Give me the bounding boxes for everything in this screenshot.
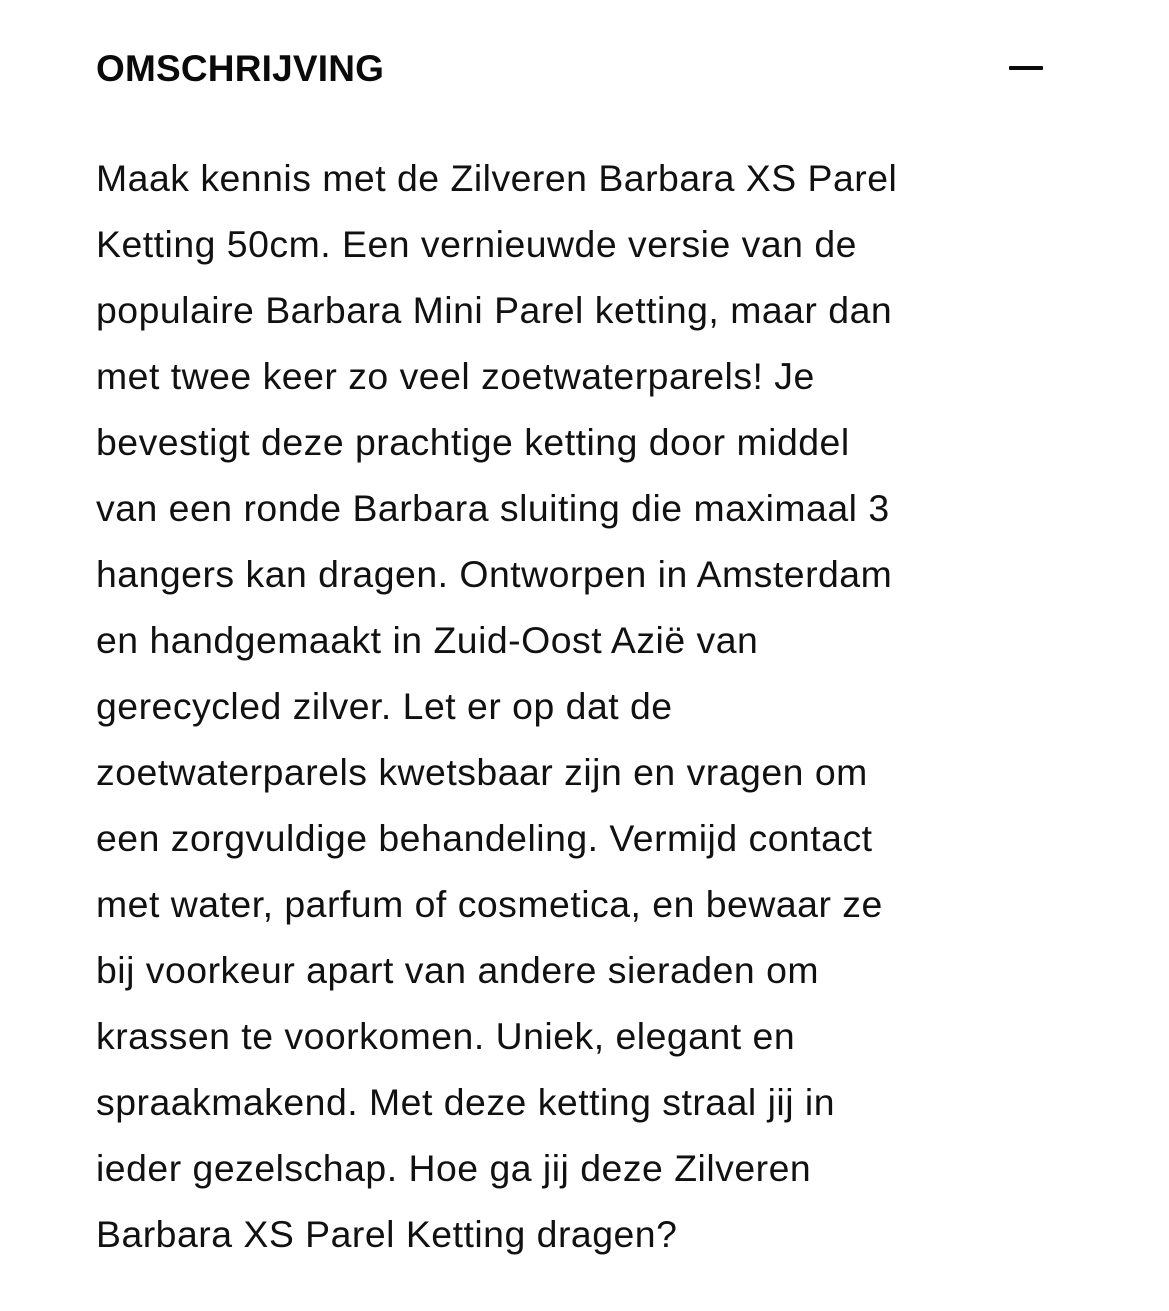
- accordion-title: OMSCHRIJVING: [96, 47, 385, 89]
- accordion-body: [96, 145, 1086, 1267]
- minus-icon[interactable]: [1006, 53, 1046, 83]
- accordion-header[interactable]: [96, 36, 1048, 100]
- minus-icon-bar: [1009, 66, 1043, 70]
- product-description: Maak kennis met de Zilveren Barbara XS Parel Ketting 50cm. Een vernieuwde versie van de populaire Barbara Mini Parel ketting, maar dan met twee keer zo veel zoetwaterparels! Je bevestigt deze prachtige ketting door middel van een ronde Barbara sluiting die maximaal 3 hangers kan dragen. Ontworpen in Amsterdam en handgemaakt in Zuid-Oost Azië van gerecycled zilver. Let er op dat de zoetwaterparels kwetsbaar zijn en vragen om een zorgvuldige behandeling. Vermijd contact met water, parfum of cosmetica, en bewaar ze bij voorkeur apart van andere sieraden om krassen te voorkomen. Uniek, elegant en spraakmakend. Met deze ketting straal jij in ieder gezelschap. Hoe ga jij deze Zilveren Barbara XS Parel Ketting dragen?: [96, 157, 898, 1255]
